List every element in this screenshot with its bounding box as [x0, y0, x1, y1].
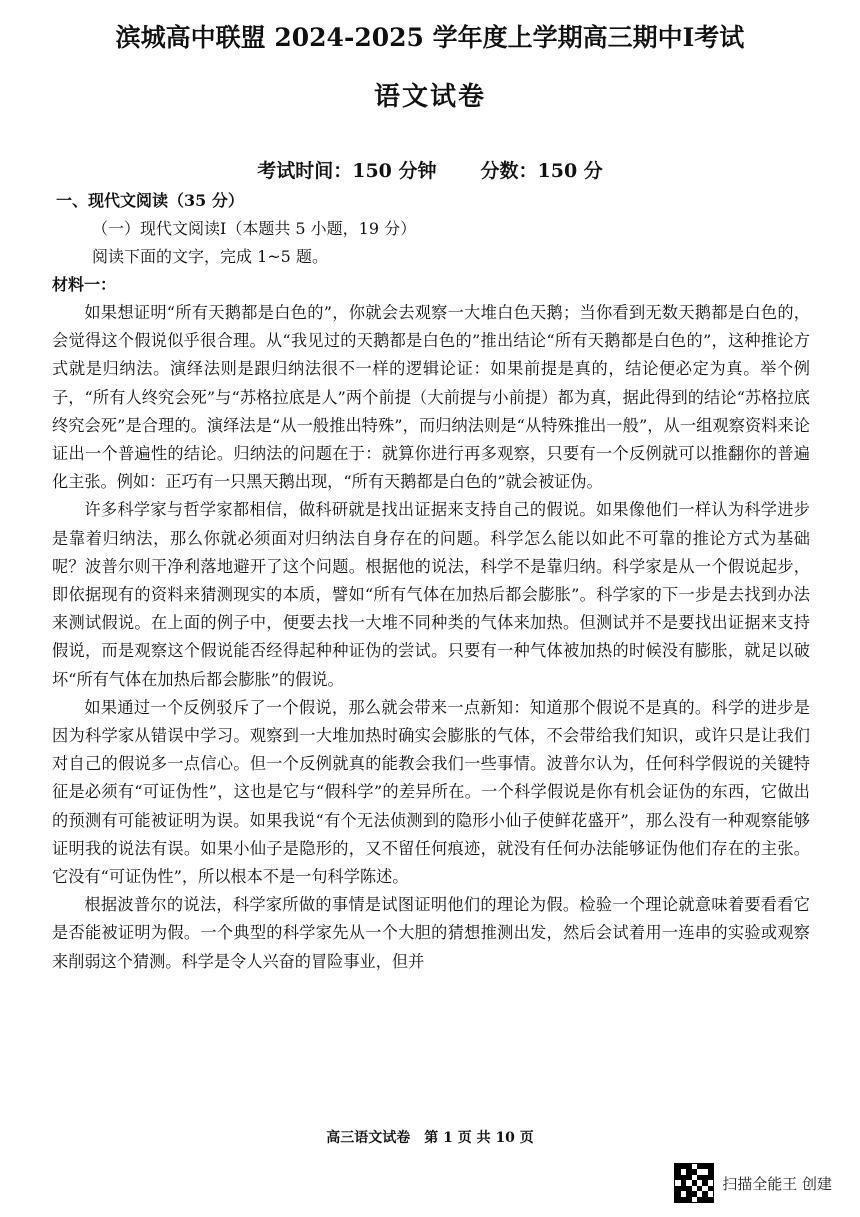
- passage-body: [52, 299, 810, 976]
- qr-code-icon: [674, 1163, 714, 1203]
- passage-paragraph: 根据波普尔的说法，科学家所做的事情是试图证明他们的理论为假。检验一个理论就意味着要看看它是否能被证明为假。一个典型的科学家先从一个大胆的猜想推测出发，然后会试着用一连串的实验或观察来削弱这个猜测。科学是令人兴奋的冒险事业，但并: [52, 895, 810, 971]
- exam-score: 分数：150 分: [480, 160, 603, 182]
- watermark-text: 扫描全能王 创建: [722, 1174, 832, 1193]
- exam-info: [0, 156, 860, 183]
- passage-paragraph: 如果通过一个反例驳斥了一个假说，那么就会带来一点新知：知道那个假说不是真的。科学的进步是因为科学家从错误中学习。观察到一大堆加热时确实会膨胀的气体，不会带给我们知识，或许只是让我们对自己的假说多一点信心。但一个反例就真的能教会我们一些事情。波普尔认为，任何科学假说的关键特征是必须有“可证伪性”，这也是它与“假科学”的差异所在。一个科学假说是你有机会证伪的东西，它做出的预测有可能被证明为误。如果我说“有个无法侦测到的隐形小仙子使鲜花盛开”，那么没有一种观察能够证明我的说法有误。如果小仙子是隐形的，又不留任何痕迹，就没有任何办法能够证伪他们存在的主张。它没有“可证伪性”，所以根本不是一句科学陈述。: [52, 697, 810, 887]
- exam-time: 考试时间：150 分钟: [257, 160, 437, 182]
- exam-subtitle: 语文试卷: [373, 82, 486, 112]
- scanner-watermark: [674, 1163, 832, 1203]
- subsection-heading: （一）现代文阅读Ⅰ（本题共 5 小题，19 分）: [92, 219, 417, 238]
- passage-paragraph: 许多科学家与哲学家都相信，做科研就是找出证据来支持自己的假说。如果像他们一样认为科学进步是靠着归纳法，那么你就必须面对归纳法自身存在的问题。科学怎么能以如此不可靠的推论方式为基础呢？波普尔则干净利落地避开了这个问题。根据他的说法，科学不是靠归纳。科学家是从一个假说起步，即依据现有的资料来猜测现实的本质，譬如“所有气体在加热后都会膨胀”。科学家的下一步是去找到办法来测试假说。在上面的例子中，便要去找一大堆不同种类的气体来加热。但测试并不是要找出证据来支持假说，而是观察这个假说能否经得起种种证伪的尝试。只要有一种气体被加热的时候没有膨胀，就足以破坏“所有气体在加热后都会膨胀”的假说。: [52, 500, 810, 689]
- section-heading: 一、现代文阅读（35 分）: [56, 191, 244, 210]
- reading-instruction: 阅读下面的文字，完成 1~5 题。: [92, 247, 328, 266]
- material-label: 材料一：: [52, 275, 117, 294]
- passage-paragraph: 如果想证明“所有天鹅都是白色的”，你就会去观察一大堆白色天鹅；当你看到无数天鹅都是白色的，会觉得这个假说似乎很合理。从“我见过的天鹅都是白色的”推出结论“所有天鹅都是白色的”，这种推论方式就是归纳法。演绎法则是跟归纳法很不一样的逻辑论证：如果前提是真的，结论便必定为真。举个例子，“所有人终究会死”与“苏格拉底是人”两个前提（大前提与小前提）都为真，据此得到的结论“苏格拉底终究会死”是合理的。演绎法是“从一般推出特殊”，而归纳法则是“从特殊推出一般”，从一组观察资料来论证出一个普遍性的结论。归纳法的问题在于：就算你进行再多观察，只要有一个反例就可以推翻你的普遍化主张。例如：正巧有一只黑天鹅出现，“所有天鹅都是白色的”就会被证伪。: [52, 303, 810, 492]
- exam-title: 滨城高中联盟 2024-2025 学年度上学期高三期中Ⅰ考试: [115, 23, 745, 52]
- page-footer: 高三语文试卷 第 1 页 共 10 页: [326, 1130, 534, 1146]
